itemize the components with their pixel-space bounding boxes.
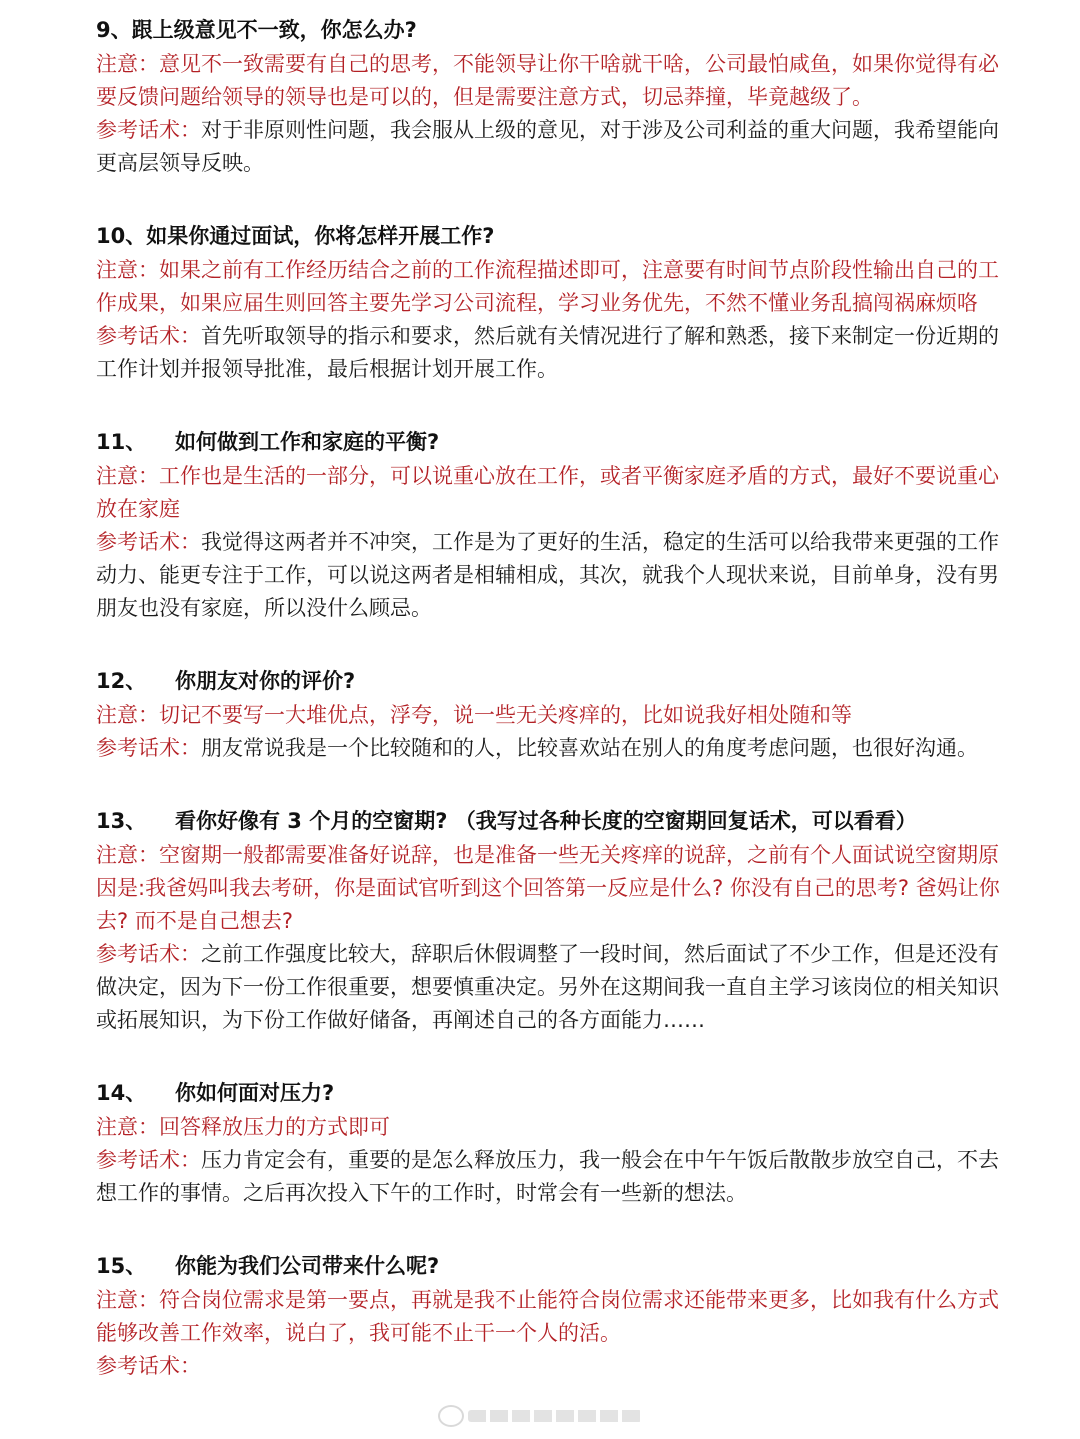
question-title: [96, 1075, 1006, 1111]
question-text: 跟上级意见不一致，你怎么办?: [131, 18, 417, 42]
question-number: 10、: [96, 224, 147, 248]
question-number: 14、: [96, 1081, 147, 1105]
reference-answer: [96, 526, 1006, 625]
reference-answer: [96, 114, 1006, 180]
reference-label: 参考话术：: [96, 1148, 201, 1172]
reference-label: 参考话术：: [96, 324, 201, 348]
qa-item-10: [96, 218, 1006, 386]
question-number: 13、: [96, 809, 147, 833]
reference-answer: [96, 320, 1006, 386]
question-text: 如何做到工作和家庭的平衡?: [175, 430, 440, 454]
reference-answer: [96, 1144, 1006, 1210]
note-text: 注意：空窗期一般都需要准备好说辞，也是准备一些无关疼痒的说辞，之前有个人面试说空窗期原因是:我爸妈叫我去考研，你是面试官听到这个回答第一反应是什么? 你没有自己的思考? 爸妈让你去? 而不是自己想去?: [96, 843, 1000, 933]
reference-label: 参考话术：: [96, 118, 201, 142]
qa-item-13: [96, 803, 1006, 1037]
document-page: [96, 12, 1006, 1421]
reference-label: 参考话术：: [96, 530, 201, 554]
reference-label: 参考话术：: [96, 736, 201, 760]
watermark-text-graphic: [468, 1410, 642, 1422]
reference-text: 朋友常说我是一个比较随和的人，比较喜欢站在别人的角度考虑问题，也很好沟通。: [201, 736, 978, 760]
question-number: 12、: [96, 669, 147, 693]
reference-answer: [96, 732, 1006, 765]
reference-text: 之前工作强度比较大，辞职后休假调整了一段时间，然后面试了不少工作，但是还没有做决定，因为下一份工作很重要，想要慎重决定。另外在这期间我一直自主学习该岗位的相关知识或拓展知识，为下份工作做好储备，再阐述自己的各方面能力……: [96, 942, 999, 1032]
note-text: 注意：切记不要写一大堆优点，浮夸，说一些无关疼痒的，比如说我好相处随和等: [96, 703, 852, 727]
qa-item-9: [96, 12, 1006, 180]
reference-label: 参考话术：: [96, 942, 201, 966]
question-title: [96, 218, 1006, 254]
note-text: 注意：如果之前有工作经历结合之前的工作流程描述即可，注意要有时间节点阶段性输出自己的工作成果，如果应届生则回答主要先学习公司流程，学习业务优先，不然不懂业务乱搞闯祸麻烦咯: [96, 258, 999, 315]
qa-item-12: [96, 663, 1006, 765]
question-title: [96, 663, 1006, 699]
watermark: [438, 1403, 642, 1429]
question-number: 11、: [96, 430, 147, 454]
reference-text: 我觉得这两者并不冲突，工作是为了更好的生活，稳定的生活可以给我带来更强的工作动力、能更专注于工作，可以说这两者是相辅相成，其次，就我个人现状来说，目前单身，没有男朋友也没有家庭，所以没什么顾忌。: [96, 530, 999, 620]
watermark-logo-icon: [438, 1405, 464, 1427]
note-text: 注意：符合岗位需求是第一要点，再就是我不止能符合岗位需求还能带来更多，比如我有什么方式能够改善工作效率，说白了，我可能不止干一个人的活。: [96, 1288, 999, 1345]
reference-text: 对于非原则性问题，我会服从上级的意见，对于涉及公司利益的重大问题，我希望能向更高层领导反映。: [96, 118, 999, 175]
question-text: 你如何面对压力?: [175, 1081, 335, 1105]
qa-item-11: [96, 424, 1006, 625]
qa-item-15: [96, 1248, 1006, 1383]
question-text: 你朋友对你的评价?: [175, 669, 356, 693]
note-text: 注意：意见不一致需要有自己的思考，不能领导让你干啥就干啥，公司最怕咸鱼，如果你觉得有必要反馈问题给领导的领导也是可以的，但是需要注意方式，切忌莽撞，毕竟越级了。: [96, 52, 999, 109]
question-title: [96, 1248, 1006, 1284]
reference-answer: [96, 938, 1006, 1037]
question-title: [96, 424, 1006, 460]
note-text: 注意：工作也是生活的一部分，可以说重心放在工作，或者平衡家庭矛盾的方式，最好不要说重心放在家庭: [96, 464, 999, 521]
question-text: 你能为我们公司带来什么呢?: [175, 1254, 440, 1278]
qa-item-14: [96, 1075, 1006, 1210]
question-text: 看你好像有 3 个月的空窗期? （我写过各种长度的空窗期回复话术，可以看看）: [175, 809, 917, 833]
reference-answer: [96, 1350, 1006, 1383]
question-number: 9、: [96, 18, 132, 42]
question-title: [96, 12, 1006, 48]
reference-text: 首先听取领导的指示和要求，然后就有关情况进行了解和熟悉，接下来制定一份近期的工作计划并报领导批准，最后根据计划开展工作。: [96, 324, 999, 381]
question-number: 15、: [96, 1254, 147, 1278]
reference-label: 参考话术：: [96, 1354, 201, 1378]
note-text: 注意：回答释放压力的方式即可: [96, 1115, 390, 1139]
question-text: 如果你通过面试，你将怎样开展工作?: [146, 224, 495, 248]
question-title: [96, 803, 1006, 839]
reference-text: 压力肯定会有，重要的是怎么释放压力，我一般会在中午午饭后散散步放空自己，不去想工作的事情。之后再次投入下午的工作时，时常会有一些新的想法。: [96, 1148, 999, 1205]
